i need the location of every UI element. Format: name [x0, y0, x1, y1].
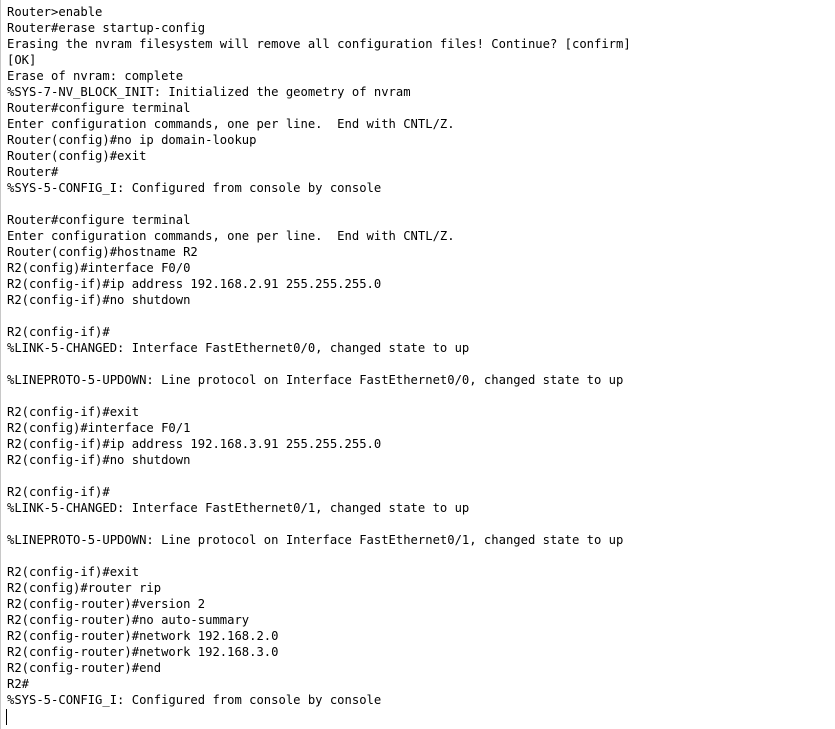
console-line [7, 196, 835, 212]
console-line: R2(config-router)#version 2 [7, 597, 206, 611]
console-line: R2(config-if)#exit [7, 565, 140, 579]
console-line: R2(config-router)#end [7, 661, 162, 675]
console-line: R2(config-router)#no auto-summary [7, 613, 250, 627]
console-line: R2(config-if)#ip address 192.168.2.91 255.255.255.0 [7, 277, 382, 291]
console-line [7, 516, 835, 532]
console-line: Router>enable [7, 5, 103, 19]
console-line: R2(config-if)#exit [7, 405, 140, 419]
console-line: Router(config)#exit [7, 149, 147, 163]
console-line: Enter configuration commands, one per line. End with CNTL/Z. [7, 117, 455, 131]
console-line: R2(config-if)#no shutdown [7, 453, 191, 467]
console-line: Router#configure terminal [7, 101, 191, 115]
console-line: R2(config-router)#network 192.168.2.0 [7, 629, 279, 643]
text-cursor [6, 709, 7, 725]
console-line: %SYS-5-CONFIG_I: Configured from console by console [7, 693, 382, 707]
console-line: %SYS-7-NV_BLOCK_INIT: Initialized the geometry of nvram [7, 85, 411, 99]
console-input-line[interactable] [7, 708, 835, 724]
console-line: R2(config-if)#ip address 192.168.3.91 255.255.255.0 [7, 437, 382, 451]
console-line [7, 468, 835, 484]
console-line: R2(config)#interface F0/0 [7, 261, 191, 275]
console-line: %LINEPROTO-5-UPDOWN: Line protocol on Interface FastEthernet0/0, changed state to up [7, 373, 624, 387]
console-line: %LINK-5-CHANGED: Interface FastEthernet0/0, changed state to up [7, 341, 470, 355]
console-line: Router#configure terminal [7, 213, 191, 227]
console-line [7, 548, 835, 564]
console-line: Enter configuration commands, one per line. End with CNTL/Z. [7, 229, 455, 243]
console-line: Router# [7, 165, 59, 179]
console-lines [7, 4, 835, 708]
console-line: R2# [7, 677, 30, 691]
console-line: R2(config-if)# [7, 485, 110, 499]
console-line: R2(config-if)# [7, 325, 110, 339]
console-line: R2(config-if)#no shutdown [7, 293, 191, 307]
console-line: R2(config)#interface F0/1 [7, 421, 191, 435]
console-line: R2(config-router)#network 192.168.3.0 [7, 645, 279, 659]
console-line: Erase of nvram: complete [7, 69, 184, 83]
console-line [7, 388, 835, 404]
console-line: Router(config)#no ip domain-lookup [7, 133, 257, 147]
console-line: Router#erase startup-config [7, 21, 206, 35]
console-line: Erasing the nvram filesystem will remove all configuration files! Continue? [confirm] [7, 37, 631, 51]
console-line: Router(config)#hostname R2 [7, 245, 198, 259]
console-line: R2(config)#router rip [7, 581, 162, 595]
console-line: %LINEPROTO-5-UPDOWN: Line protocol on Interface FastEthernet0/1, changed state to up [7, 533, 624, 547]
console-line [7, 356, 835, 372]
console-line: %SYS-5-CONFIG_I: Configured from console by console [7, 181, 382, 195]
console-line [7, 308, 835, 324]
console-line: [OK] [7, 53, 37, 67]
console-line: %LINK-5-CHANGED: Interface FastEthernet0/1, changed state to up [7, 501, 470, 515]
